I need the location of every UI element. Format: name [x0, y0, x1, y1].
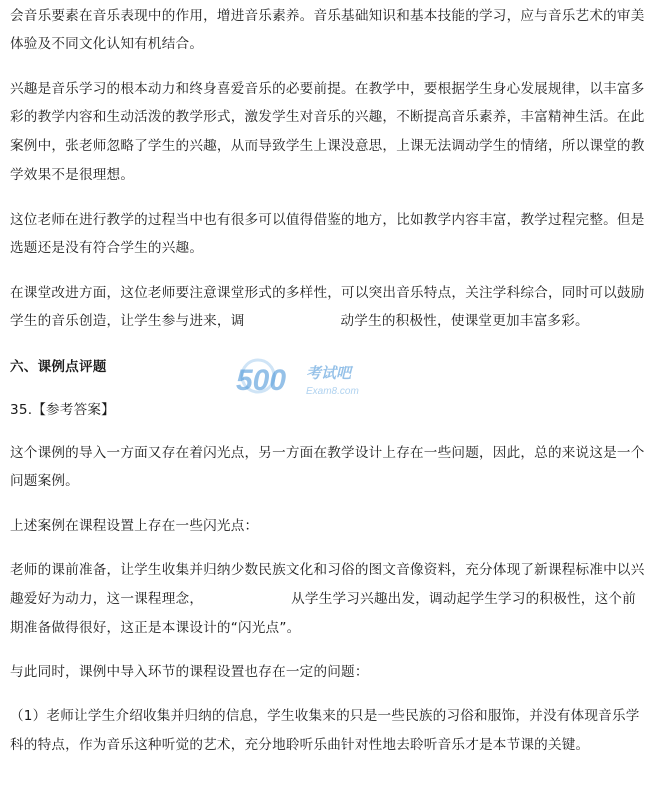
paragraph-line: 老师的课前准备，让学生收集并归纳少数民族文化和习俗的图文音像资料，充分体现了新课程标准中以兴	[10, 562, 645, 578]
line-segment: 趣爱好为动力，这一课程理念，	[10, 591, 204, 607]
section-heading: 六、课例点评题	[10, 359, 107, 375]
paragraph-line: 期准备做得很好，这正是本课设计的“闪光点”。	[10, 620, 301, 636]
paragraph-line	[10, 311, 589, 331]
paragraph-line: 问题案例。	[10, 473, 79, 489]
watermark-text: 考试吧	[306, 364, 352, 382]
paragraph-line: 上述案例在课程设置上存在一些闪光点：	[10, 518, 259, 534]
watermark-graphic	[232, 356, 372, 406]
paragraph-line: 案例中，张老师忽略了学生的兴趣，从而导致学生上课没意思，上课无法调动学生的情绪，所以课堂的教	[10, 138, 645, 154]
paragraph-line: 与此同时，课例中导入环节的课程设置也存在一定的问题：	[10, 664, 369, 680]
line-segment: 学生的音乐创造，让学生参与进来，调	[10, 313, 245, 329]
answer-label: 35.【参考答案】	[10, 402, 115, 418]
paragraph-line: 在课堂改进方面，这位老师要注意课堂形式的多样性，可以突出音乐特点，关注学科综合，同时可以鼓励	[10, 285, 645, 301]
paragraph-line: 科的特点，作为音乐这种听觉的艺术，充分地聆听乐曲针对性地去聆听音乐才是本节课的关键。	[10, 737, 590, 753]
paragraph-line: 选题还是没有符合学生的兴趣。	[10, 240, 204, 256]
paragraph-line: 会音乐要素在音乐表现中的作用，增进音乐素养。音乐基础知识和基本技能的学习，应与音乐艺术的审美	[10, 8, 645, 24]
line-segment: 从学生学习兴趣出发，调动起学生学习的积极性，这个前	[291, 591, 636, 607]
paragraph-line: 彩的教学内容和生动活泼的教学形式，激发学生对音乐的兴趣，不断提高音乐素养，丰富精神生活。在此	[10, 109, 645, 125]
paragraph-line: 这位老师在进行教学的过程当中也有很多可以值得借鉴的地方，比如教学内容丰富，教学过程完整。但是	[10, 212, 645, 228]
paragraph-line: 体验及不同文化认知有机结合。	[10, 36, 204, 52]
paragraph-line: 兴趣是音乐学习的根本动力和终身喜爱音乐的必要前提。在教学中，要根据学生身心发展规律，以丰富多	[10, 81, 645, 97]
line-segment: 动学生的积极性，使课堂更加丰富多彩。	[340, 313, 589, 329]
watermark-domain: Exam8.com	[306, 386, 359, 397]
paragraph-line: 学效果不是很理想。	[10, 167, 135, 183]
exam8-watermark-logo	[232, 356, 372, 406]
paragraph-line	[10, 589, 636, 609]
watermark-digits: 500	[236, 364, 287, 397]
paragraph-line: 这个课例的导入一方面又存在着闪光点，另一方面在教学设计上存在一些问题，因此，总的来说这是一个	[10, 445, 645, 461]
paragraph-line: （1）老师让学生介绍收集并归纳的信息，学生收集来的只是一些民族的习俗和服饰，并没有体现音乐学	[10, 708, 640, 724]
